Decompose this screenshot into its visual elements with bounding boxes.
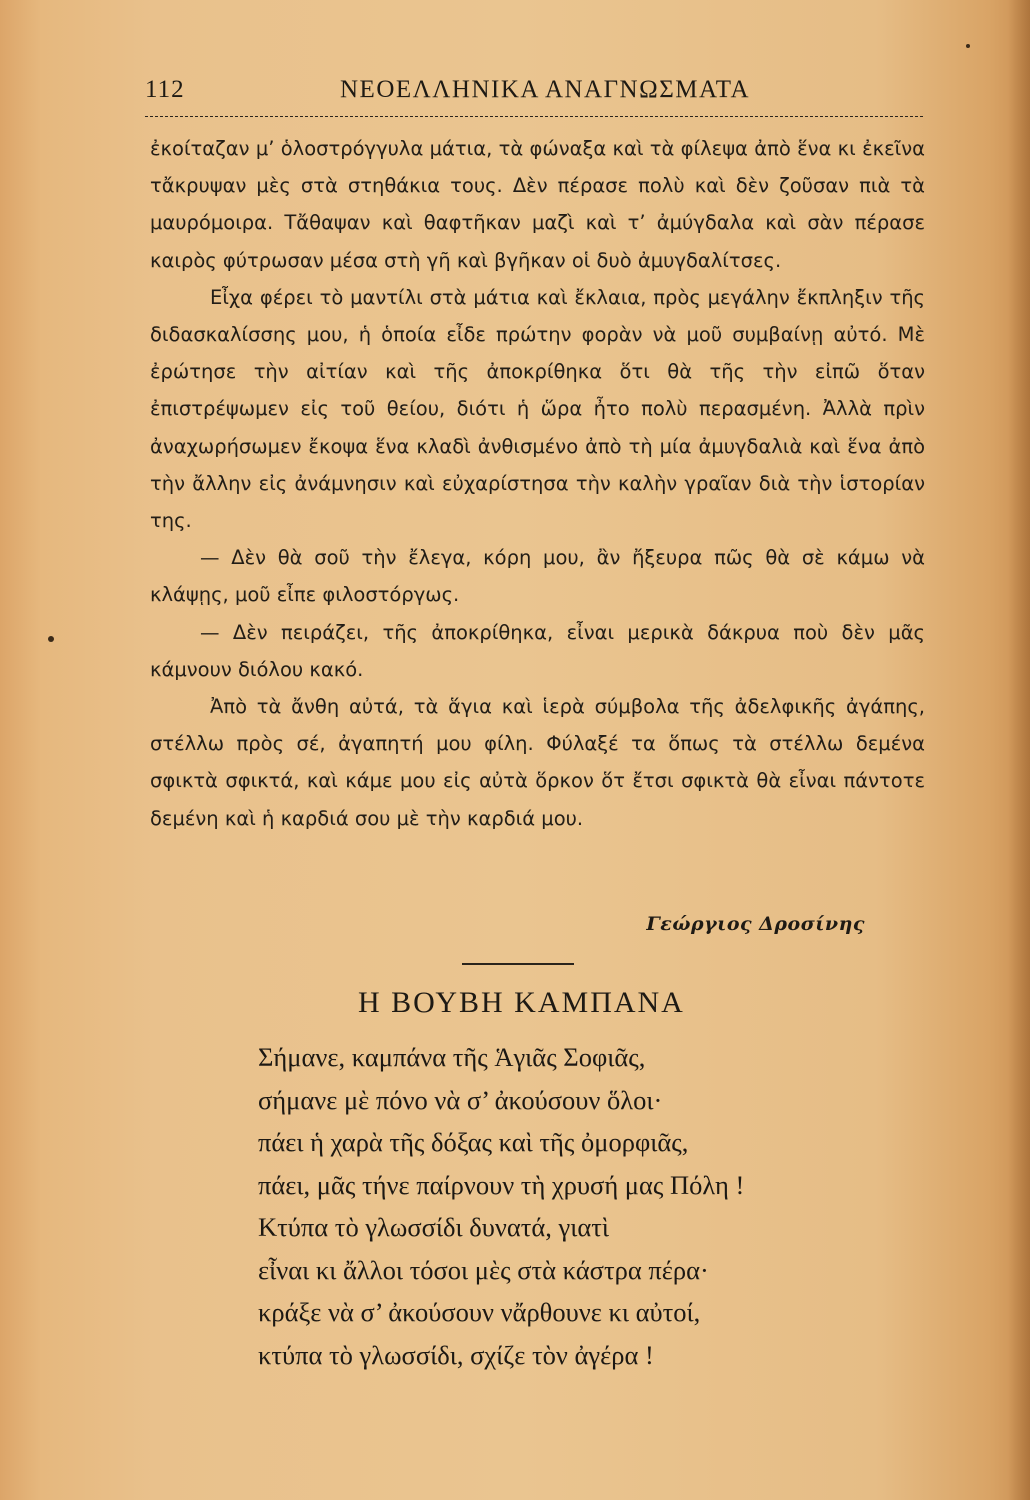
dialogue-line: — Δὲν θὰ σοῦ τὴν ἔλεγα, κόρη μου, ἂν ἤξευρα πῶς θὰ σὲ κάμω νὰ κλάψῃς, μοῦ εἶπε φιλοστόργως.	[150, 546, 925, 607]
poem-line: κράξε νὰ σ’ ἀκούσουν νἄρθουνε κι αὐτοί,	[258, 1297, 701, 1327]
poem-line: εἶναι κι ἄλλοι τόσοι μὲς στὰ κάστρα πέρα·	[258, 1254, 709, 1285]
poem-stanza-1	[258, 1036, 918, 1206]
poem-title: Η ΒΟΥΒΗ ΚΑΜΠΑΝΑ	[358, 986, 685, 1019]
ink-speck	[966, 44, 970, 48]
poem-line: Κτύπα τὸ γλωσσίδι δυνατά, γιατὶ	[258, 1212, 610, 1242]
poem-line: κτύπα τὸ γλωσσίδι, σχίζε τὸν ἀγέρα !	[258, 1339, 654, 1370]
author-signature: Γεώργιος Δροσίνης	[646, 913, 865, 935]
poem-stanza-2	[258, 1206, 918, 1376]
running-title: ΝΕΟΕΛΛΗΝΙΚΑ ΑΝΑΓΝΩΣΜΑΤΑ	[340, 76, 751, 103]
ink-speck	[48, 636, 54, 642]
page-header	[145, 70, 935, 110]
paragraph: Εἶχα φέρει τὸ μαντίλι στὰ μάτια καὶ ἔκλαια, πρὸς μεγάλην ἔκπληξιν τῆς διδασκαλίσσης μου, ἡ ὁποία εἶδε πρώτην φορὰν νὰ μοῦ συμβαίνῃ αὐτό. Μὲ ἐρώτησε τὴν αἰτίαν καὶ τῆς ἀποκρίθηκα ὅτι θὰ τῆς τὴν εἰπῶ ὅταν ἐπιστρέψωμεν εἰς τοῦ θείου, διότι ἡ ὥρα ἦτο πολὺ περασμένη. Ἀλλὰ πρὶν ἀναχωρήσωμεν ἔκοψα ἕνα κλαδὶ ἀνθισμένο ἀπὸ τὴ μία ἀμυγδαλιὰ καὶ ἕνα ἀπὸ τὴν ἄλλην εἰς ἀνάμνησιν καὶ εὐχαρίστησα τὴν καλὴν γραῖαν διὰ τὴν ἱστορίαν της.	[150, 285, 925, 533]
header-rule	[145, 116, 923, 117]
paragraph: ἐκοίταζαν μ’ ὁλοστρόγγυλα μάτια, τὰ φώναξα καὶ τὰ φίλεψα ἀπὸ ἕνα κι ἐκεῖνα τἄκρυψαν μὲς στὰ στηθάκια τους. Δὲν πέρασε πολὺ καὶ δὲν ζοῦσαν πιὰ τὰ μαυρόμοιρα. Τἄθαψαν καὶ θαφτῆκαν μαζὶ καὶ τ’ ἀμύγδαλα καὶ σὰν πέρασε καιρὸς φύτρωσαν μέσα στὴ γῆ καὶ βγῆκαν οἱ δυὸ ἀμυγδαλίτσες.	[150, 137, 925, 272]
poem-line: σήμανε μὲ πόνο νὰ σ’ ἀκούσουν ὅλοι·	[258, 1084, 663, 1115]
poem-line: πάει, μᾶς τήνε παίρνουν τὴ χρυσή μας Πόλη !	[258, 1169, 745, 1200]
prose-body	[150, 130, 925, 837]
dialogue-line: — Δὲν πειράζει, τῆς ἀποκρίθηκα, εἶναι μερικὰ δάκρυα ποὺ δὲν μᾶς κάμνουν διόλου κακό.	[150, 620, 925, 681]
section-divider	[462, 963, 574, 965]
poem-line: πάει ἡ χαρὰ τῆς δόξας καὶ τῆς ὀμορφιᾶς,	[258, 1127, 689, 1157]
page-number: 112	[145, 76, 185, 103]
poem-line: Σήμανε, καμπάνα τῆς Ἁγιᾶς Σοφιᾶς,	[258, 1042, 646, 1072]
paragraph: Ἀπὸ τὰ ἄνθη αὐτά, τὰ ἅγια καὶ ἱερὰ σύμβολα τῆς ἀδελφικῆς ἀγάπης, στέλλω πρὸς σέ, ἀγαπητή μου φίλη. Φύλαξέ τα ὅπως τὰ στέλλω δεμένα σφικτὰ σφικτά, καὶ κάμε μου εἰς αὐτὰ ὅρκον ὅτ ἔτσι σφικτὰ θὰ εἶναι πάντοτε δεμένη καὶ ἡ καρδιά σου μὲ τὴν καρδιά μου.	[150, 695, 925, 830]
page-edge-shadow	[1008, 0, 1030, 1500]
